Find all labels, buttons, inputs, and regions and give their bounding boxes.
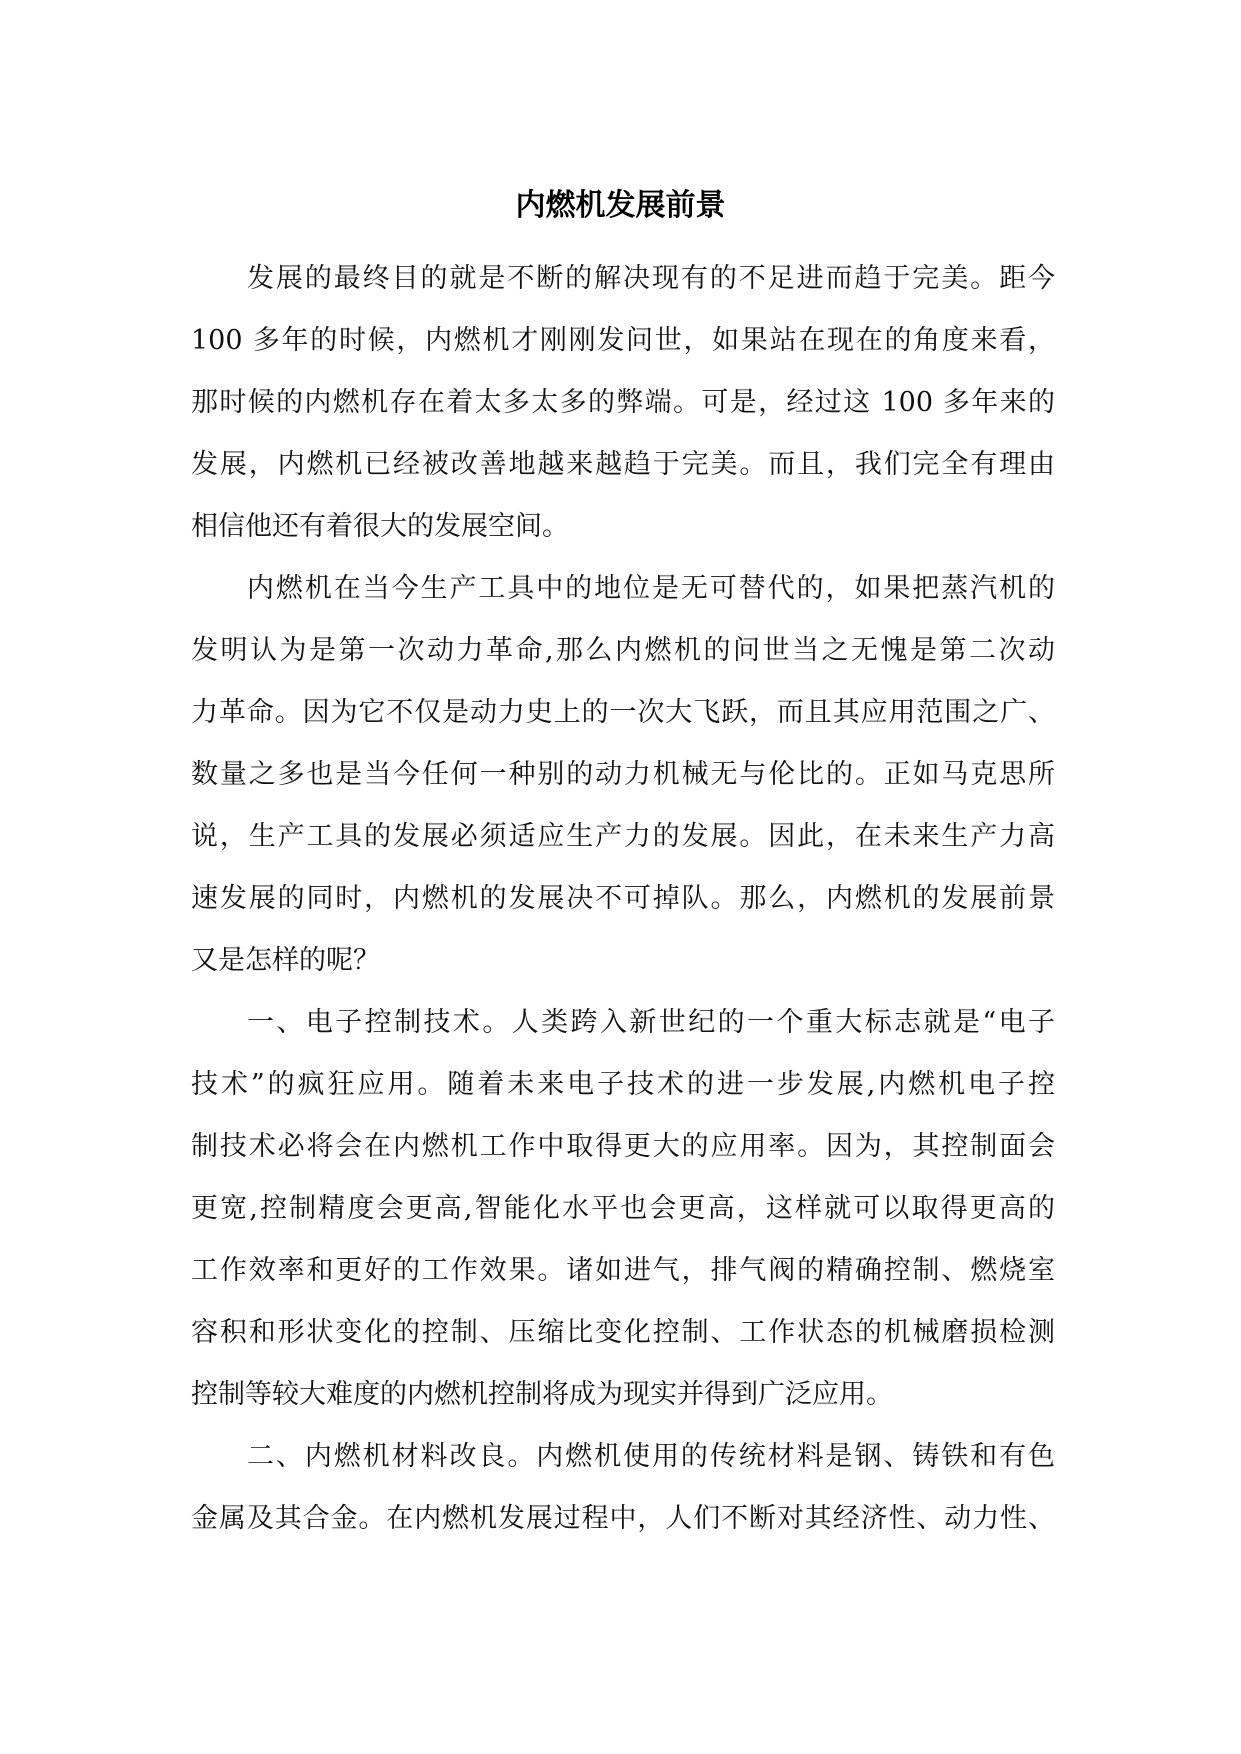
- paragraph-2: [191, 558, 1055, 992]
- text-line: 更宽,控制精度会更高,智能化水平也会更高，这样就可以取得更高的: [191, 1193, 1055, 1224]
- text-line: 一、电子控制技术。人类跨入新世纪的一个重大标志就是“电子: [247, 1007, 1055, 1038]
- text-line: 说，生产工具的发展必须适应生产力的发展。因此，在未来生产力高: [191, 821, 1055, 852]
- text-line: 容积和形状变化的控制、压缩比变化控制、工作状态的机械磨损检测: [191, 1317, 1055, 1348]
- text-line: 力革命。因为它不仅是动力史上的一次大飞跃，而且其应用范围之广、: [191, 697, 1055, 728]
- text-line: 速发展的同时，内燃机的发展决不可掉队。那么，内燃机的发展前景: [191, 883, 1055, 914]
- text-line: 发展，内燃机已经被改善地越来越趋于完美。而且，我们完全有理由: [191, 449, 1055, 480]
- text-line: 数量之多也是当今任何一种别的动力机械无与伦比的。正如马克思所: [191, 759, 1055, 790]
- text-line: 又是怎样的呢？: [191, 945, 380, 976]
- text-line: 二、内燃机材料改良。内燃机使用的传统材料是钢、铸铁和有色: [247, 1441, 1055, 1472]
- text-line: 工作效率和更好的工作效果。诸如进气，排气阀的精确控制、燃烧室: [191, 1255, 1055, 1286]
- text-line: 相信他还有着很大的发展空间。: [191, 511, 569, 542]
- text-line: 金属及其合金。在内燃机发展过程中，人们不断对其经济性、动力性、: [191, 1503, 1055, 1534]
- paragraph-3: [191, 992, 1055, 1426]
- text-line: 100 多年的时候，内燃机才刚刚发问世，如果站在现在的角度来看，: [191, 325, 1055, 356]
- text-line: 发明认为是第一次动力革命,那么内燃机的问世当之无愧是第二次动: [191, 635, 1055, 666]
- document-body: [191, 248, 1055, 1550]
- text-line: 内燃机在当今生产工具中的地位是无可替代的，如果把蒸汽机的: [247, 573, 1055, 604]
- text-line: 制技术必将会在内燃机工作中取得更大的应用率。因为，其控制面会: [191, 1131, 1055, 1162]
- text-line: 发展的最终目的就是不断的解决现有的不足进而趋于完美。距今: [247, 263, 1055, 294]
- text-line: 技术”的疯狂应用。随着未来电子技术的进一步发展,内燃机电子控: [191, 1069, 1055, 1100]
- paragraph-4: [191, 1426, 1055, 1550]
- text-line: 那时候的内燃机存在着太多太多的弊端。可是，经过这 100 多年来的: [191, 387, 1055, 418]
- text-line: 控制等较大难度的内燃机控制将成为现实并得到广泛应用。: [191, 1379, 893, 1410]
- paragraph-1: [191, 248, 1055, 558]
- document-title: 内燃机发展前景: [515, 188, 726, 223]
